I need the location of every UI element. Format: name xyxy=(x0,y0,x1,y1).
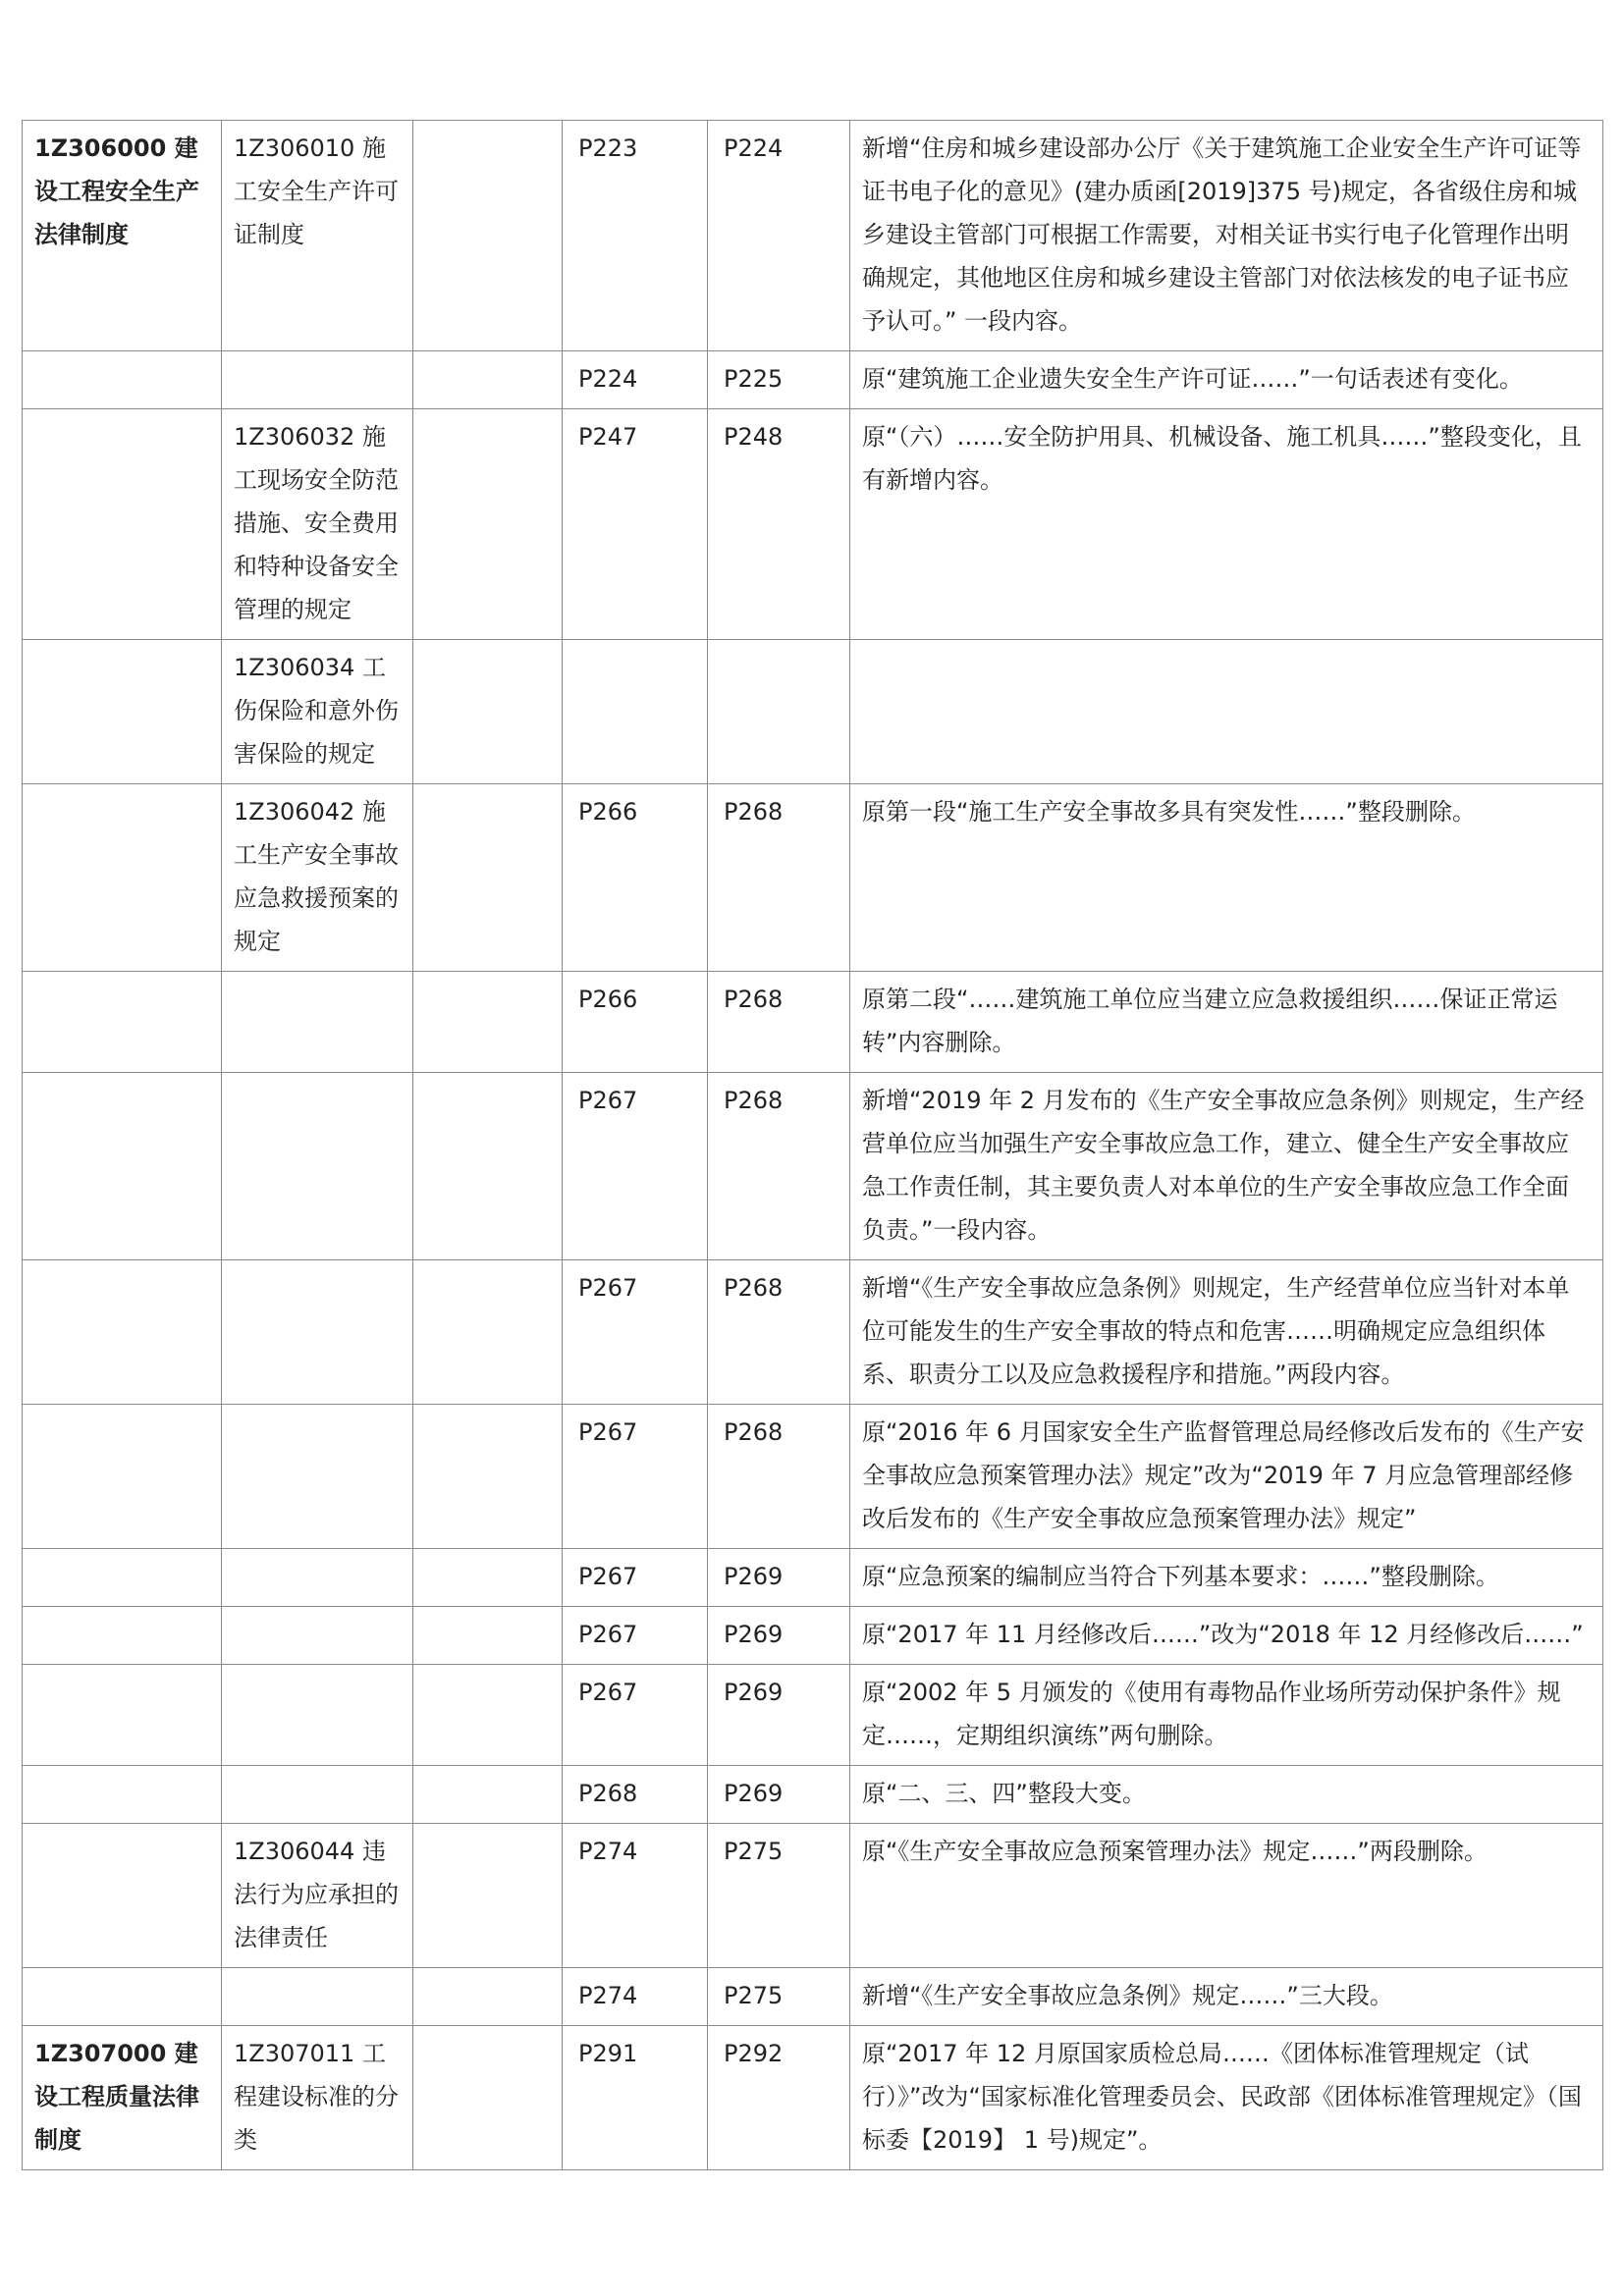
new-page-cell: P275 xyxy=(708,1824,850,1968)
section-cell xyxy=(222,1405,413,1549)
old-page-cell: P266 xyxy=(563,972,708,1073)
old-page-cell xyxy=(563,640,708,784)
old-page-cell: P267 xyxy=(563,1405,708,1549)
chapter-cell xyxy=(23,972,222,1073)
change-description-cell: 原“2002 年 5 月颁发的《使用有毒物品作业场所劳动保护条件》规定……，定期组织演练”两句删除。 xyxy=(850,1665,1603,1766)
chapter-cell xyxy=(23,351,222,409)
old-page-cell: P224 xyxy=(563,351,708,409)
new-page-cell: P268 xyxy=(708,784,850,972)
chapter-cell xyxy=(23,1968,222,2026)
new-page-cell: P248 xyxy=(708,409,850,640)
new-page-cell: P268 xyxy=(708,1073,850,1260)
blank-cell xyxy=(413,1824,563,1968)
chapter-cell xyxy=(23,1405,222,1549)
old-page-cell: P267 xyxy=(563,1607,708,1665)
new-page-cell xyxy=(708,640,850,784)
old-page-cell: P267 xyxy=(563,1549,708,1607)
revision-table xyxy=(22,120,1603,2170)
table-row xyxy=(23,351,1603,409)
document-page xyxy=(22,120,1602,2170)
table-row xyxy=(23,1766,1603,1824)
blank-cell xyxy=(413,972,563,1073)
old-page-cell: P268 xyxy=(563,1766,708,1824)
old-page-cell: P274 xyxy=(563,1968,708,2026)
table-row xyxy=(23,121,1603,351)
chapter-cell xyxy=(23,1824,222,1968)
section-cell xyxy=(222,1607,413,1665)
new-page-cell: P268 xyxy=(708,1260,850,1405)
blank-cell xyxy=(413,409,563,640)
chapter-cell xyxy=(23,1073,222,1260)
table-row xyxy=(23,2026,1603,2170)
old-page-cell: P274 xyxy=(563,1824,708,1968)
section-cell: 1Z306042 施工生产安全事故应急救援预案的规定 xyxy=(222,784,413,972)
blank-cell xyxy=(413,121,563,351)
change-description-cell: 原“《生产安全事故应急预案管理办法》规定……”两段删除。 xyxy=(850,1824,1603,1968)
change-description-cell: 原“2017 年 12 月原国家质检总局……《团体标准管理规定（试行）》”改为“国家标准化管理委员会、民政部《团体标准管理规定》（国标委【2019】 1 号)规定”。 xyxy=(850,2026,1603,2170)
change-description-cell: 原第二段“……建筑施工单位应当建立应急救援组织……保证正常运转”内容删除。 xyxy=(850,972,1603,1073)
blank-cell xyxy=(413,1607,563,1665)
blank-cell xyxy=(413,1549,563,1607)
change-description-cell: 原“建筑施工企业遗失安全生产许可证……”一句话表述有变化。 xyxy=(850,351,1603,409)
old-page-cell: P291 xyxy=(563,2026,708,2170)
blank-cell xyxy=(413,784,563,972)
chapter-cell xyxy=(23,1549,222,1607)
blank-cell xyxy=(413,1766,563,1824)
chapter-cell xyxy=(23,784,222,972)
chapter-cell xyxy=(23,1607,222,1665)
section-cell: 1Z306010 施工安全生产许可证制度 xyxy=(222,121,413,351)
section-cell xyxy=(222,1549,413,1607)
old-page-cell: P267 xyxy=(563,1260,708,1405)
new-page-cell: P292 xyxy=(708,2026,850,2170)
table-row xyxy=(23,972,1603,1073)
chapter-cell xyxy=(23,640,222,784)
change-description-cell: 原“2016 年 6 月国家安全生产监督管理总局经修改后发布的《生产安全事故应急预案管理办法》规定”改为“2019 年 7 月应急管理部经修改后发布的《生产安全事故应急预案管理办法》规定” xyxy=(850,1405,1603,1549)
section-cell xyxy=(222,1260,413,1405)
blank-cell xyxy=(413,1073,563,1260)
new-page-cell: P269 xyxy=(708,1766,850,1824)
blank-cell xyxy=(413,1968,563,2026)
table-row xyxy=(23,1405,1603,1549)
section-cell: 1Z307011 工程建设标准的分类 xyxy=(222,2026,413,2170)
change-description-cell: 原“二、三、四”整段大变。 xyxy=(850,1766,1603,1824)
blank-cell xyxy=(413,640,563,784)
table-row xyxy=(23,409,1603,640)
table-row xyxy=(23,640,1603,784)
change-description-cell xyxy=(850,640,1603,784)
new-page-cell: P224 xyxy=(708,121,850,351)
table-row xyxy=(23,1549,1603,1607)
new-page-cell: P225 xyxy=(708,351,850,409)
new-page-cell: P269 xyxy=(708,1607,850,1665)
change-description-cell: 原第一段“施工生产安全事故多具有突发性……”整段删除。 xyxy=(850,784,1603,972)
table-row xyxy=(23,1607,1603,1665)
blank-cell xyxy=(413,1665,563,1766)
change-description-cell: 原“（六）……安全防护用具、机械设备、施工机具……”整段变化，且有新增内容。 xyxy=(850,409,1603,640)
table-row xyxy=(23,784,1603,972)
section-cell: 1Z306034 工伤保险和意外伤害保险的规定 xyxy=(222,640,413,784)
section-cell: 1Z306044 违法行为应承担的法律责任 xyxy=(222,1824,413,1968)
section-cell xyxy=(222,351,413,409)
blank-cell xyxy=(413,351,563,409)
change-description-cell: 新增“住房和城乡建设部办公厅《关于建筑施工企业安全生产许可证等证书电子化的意见》(建办质函[2019]375 号)规定，各省级住房和城乡建设主管部门可根据工作需要，对相关证书实行电子化管理作出明确规定，其他地区住房和城乡建设主管部门对依法核发的电子证书应予认可。” 一段内容。 xyxy=(850,121,1603,351)
old-page-cell: P223 xyxy=(563,121,708,351)
chapter-cell xyxy=(23,1665,222,1766)
table-row xyxy=(23,1968,1603,2026)
blank-cell xyxy=(413,2026,563,2170)
change-description-cell: 新增“2019 年 2 月发布的《生产安全事故应急条例》则规定，生产经营单位应当加强生产安全事故应急工作，建立、健全生产安全事故应急工作责任制，其主要负责人对本单位的生产安全事故应急工作全面负责。”一段内容。 xyxy=(850,1073,1603,1260)
new-page-cell: P269 xyxy=(708,1665,850,1766)
chapter-cell xyxy=(23,1260,222,1405)
section-cell xyxy=(222,1073,413,1260)
table-row xyxy=(23,1665,1603,1766)
chapter-cell: 1Z306000 建设工程安全生产法律制度 xyxy=(23,121,222,351)
section-cell xyxy=(222,972,413,1073)
new-page-cell: P268 xyxy=(708,1405,850,1549)
chapter-cell xyxy=(23,1766,222,1824)
new-page-cell: P269 xyxy=(708,1549,850,1607)
chapter-cell xyxy=(23,409,222,640)
new-page-cell: P275 xyxy=(708,1968,850,2026)
old-page-cell: P267 xyxy=(563,1665,708,1766)
change-description-cell: 新增“《生产安全事故应急条例》则规定，生产经营单位应当针对本单位可能发生的生产安全事故的特点和危害……明确规定应急组织体系、职责分工以及应急救援程序和措施。”两段内容。 xyxy=(850,1260,1603,1405)
section-cell xyxy=(222,1665,413,1766)
old-page-cell: P267 xyxy=(563,1073,708,1260)
blank-cell xyxy=(413,1260,563,1405)
change-description-cell: 原“应急预案的编制应当符合下列基本要求：……”整段删除。 xyxy=(850,1549,1603,1607)
old-page-cell: P266 xyxy=(563,784,708,972)
table-row xyxy=(23,1824,1603,1968)
new-page-cell: P268 xyxy=(708,972,850,1073)
table-row xyxy=(23,1073,1603,1260)
blank-cell xyxy=(413,1405,563,1549)
section-cell: 1Z306032 施工现场安全防范措施、安全费用和特种设备安全管理的规定 xyxy=(222,409,413,640)
table-row xyxy=(23,1260,1603,1405)
change-description-cell: 新增“《生产安全事故应急条例》规定……”三大段。 xyxy=(850,1968,1603,2026)
change-description-cell: 原“2017 年 11 月经修改后……”改为“2018 年 12 月经修改后……” xyxy=(850,1607,1603,1665)
section-cell xyxy=(222,1968,413,2026)
chapter-cell: 1Z307000 建设工程质量法律制度 xyxy=(23,2026,222,2170)
old-page-cell: P247 xyxy=(563,409,708,640)
section-cell xyxy=(222,1766,413,1824)
